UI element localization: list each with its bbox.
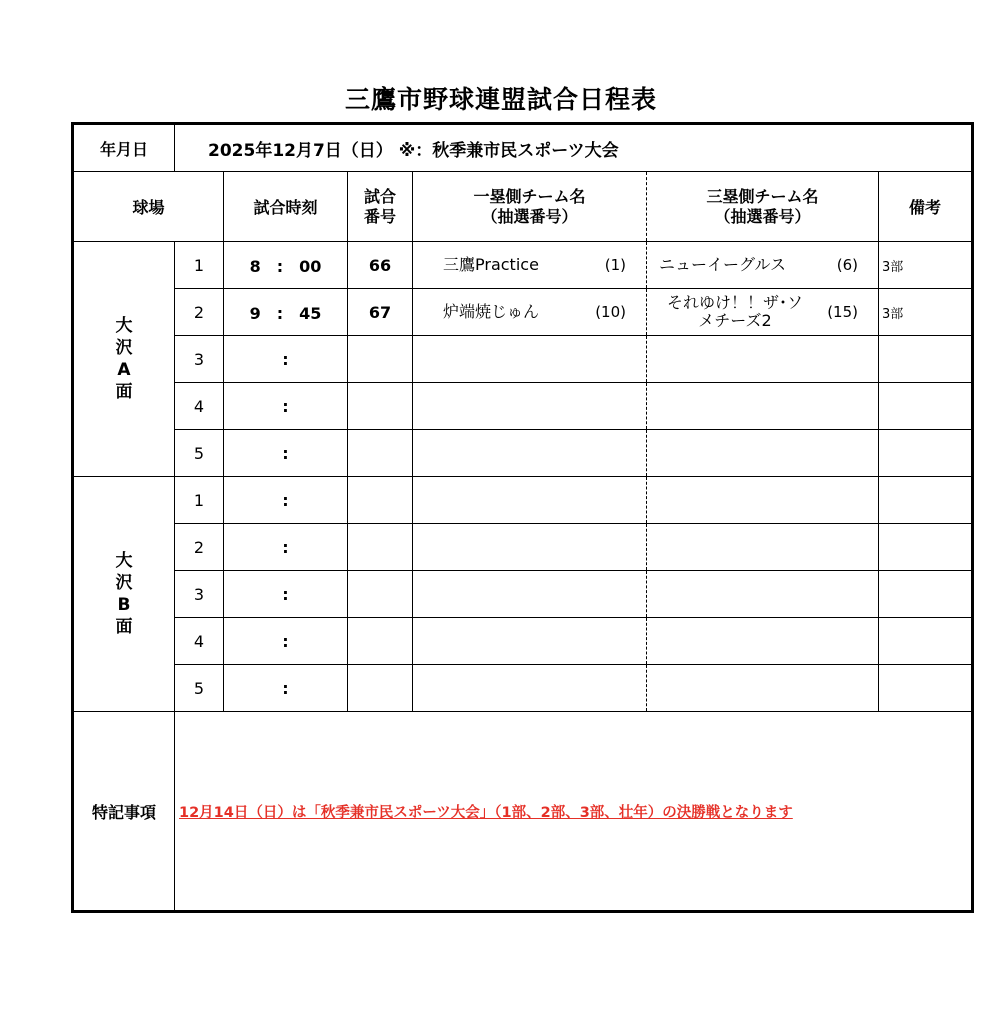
first-base-team: 三鷹Practice	[443, 255, 539, 274]
first-base-team-cell	[413, 665, 647, 712]
game-time: :	[224, 665, 348, 712]
field-name: 大沢A面	[115, 316, 133, 402]
header-game-no	[348, 172, 413, 242]
row-number: 2	[175, 289, 224, 336]
game-time: 9 : 45	[224, 289, 348, 336]
table-row	[73, 242, 973, 289]
notes-label: 特記事項	[73, 712, 175, 912]
game-number	[348, 524, 413, 571]
row-number: 4	[175, 383, 224, 430]
first-base-team: 炉端焼じゅん	[443, 302, 540, 321]
remark	[879, 430, 973, 477]
game-time: :	[224, 524, 348, 571]
remark	[879, 618, 973, 665]
remark	[879, 571, 973, 618]
row-number: 3	[175, 336, 224, 383]
game-number	[348, 571, 413, 618]
field-name-cell	[73, 242, 175, 477]
remark: 3部	[879, 289, 973, 336]
game-number	[348, 477, 413, 524]
row-number: 2	[175, 524, 224, 571]
game-number: 67	[348, 289, 413, 336]
table-row	[73, 430, 973, 477]
game-number	[348, 336, 413, 383]
notes-text: 12月14日（日）は「秋季兼市民スポーツ大会」（1部、2部、3部、壮年）の決勝戦となります	[175, 712, 973, 912]
remark	[879, 383, 973, 430]
third-base-team-cell	[647, 524, 879, 571]
table-row	[73, 289, 973, 336]
remark	[879, 665, 973, 712]
game-number	[348, 618, 413, 665]
game-time: 8 : 00	[224, 242, 348, 289]
header-game-no-line1: 試合	[363, 186, 396, 206]
first-base-team-cell	[413, 524, 647, 571]
table-row	[73, 524, 973, 571]
game-time: :	[224, 477, 348, 524]
third-base-team-cell	[647, 383, 879, 430]
game-number	[348, 383, 413, 430]
table-row	[73, 383, 973, 430]
third-base-team-line1: それゆけ！！ザ･ソ	[666, 293, 803, 312]
row-number: 4	[175, 618, 224, 665]
third-base-team-cell	[647, 289, 879, 336]
header-third-base	[647, 172, 879, 242]
first-base-draw-number: (1)	[604, 256, 626, 274]
row-number: 3	[175, 571, 224, 618]
game-number: 66	[348, 242, 413, 289]
date-row	[73, 124, 973, 172]
table-row	[73, 618, 973, 665]
remark	[879, 477, 973, 524]
notes-row	[73, 712, 973, 912]
header-game-no-line2: 番号	[363, 206, 396, 226]
table-row	[73, 571, 973, 618]
first-base-team-cell	[413, 383, 647, 430]
game-time: :	[224, 618, 348, 665]
third-base-team-cell	[647, 242, 879, 289]
third-base-team	[659, 256, 786, 274]
date-value: 2025年12月7日（日） ※：秋季兼市民スポーツ大会	[175, 124, 973, 172]
header-remarks: 備考	[879, 172, 973, 242]
table-row	[73, 665, 973, 712]
game-time: :	[224, 383, 348, 430]
first-base-team-cell	[413, 242, 647, 289]
third-base-team-cell	[647, 618, 879, 665]
header-field: 球場	[73, 172, 224, 242]
game-time: :	[224, 336, 348, 383]
header-third-base-line2: （抽選番号）	[714, 206, 811, 226]
first-base-team-cell	[413, 336, 647, 383]
field-name: 大沢B面	[115, 551, 133, 637]
table-row	[73, 477, 973, 524]
third-base-team-cell	[647, 430, 879, 477]
game-time: :	[224, 430, 348, 477]
header-third-base-line1: 三塁側チーム名	[706, 186, 819, 206]
row-number: 1	[175, 477, 224, 524]
first-base-team-cell	[413, 430, 647, 477]
third-base-draw-number: (15)	[827, 303, 858, 321]
third-base-team-cell	[647, 336, 879, 383]
game-time: :	[224, 571, 348, 618]
field-name-cell	[73, 477, 175, 712]
third-base-team-cell	[647, 477, 879, 524]
first-base-team-cell	[413, 477, 647, 524]
row-number: 5	[175, 430, 224, 477]
table-row	[73, 336, 973, 383]
first-base-team-cell	[413, 289, 647, 336]
header-first-base	[413, 172, 647, 242]
header-row	[73, 172, 973, 242]
third-base-team-cell	[647, 571, 879, 618]
first-base-team-cell	[413, 618, 647, 665]
date-label: 年月日	[73, 124, 175, 172]
third-base-draw-number: (6)	[836, 256, 858, 274]
page-title: 三鷹市野球連盟試合日程表	[344, 85, 657, 114]
header-time: 試合時刻	[224, 172, 348, 242]
first-base-team-cell	[413, 571, 647, 618]
third-base-team	[655, 294, 815, 330]
remark: 3部	[879, 242, 973, 289]
remark	[879, 524, 973, 571]
schedule-table	[71, 122, 974, 913]
game-number	[348, 430, 413, 477]
header-first-base-line1: 一塁側チーム名	[473, 186, 586, 206]
row-number: 5	[175, 665, 224, 712]
third-base-team-line2: メチーズ2	[698, 311, 772, 330]
third-base-team-line1: ニューイーグルス	[659, 255, 787, 274]
first-base-draw-number: (10)	[595, 303, 626, 321]
header-first-base-line2: （抽選番号）	[481, 206, 578, 226]
row-number: 1	[175, 242, 224, 289]
game-number	[348, 665, 413, 712]
third-base-team-cell	[647, 665, 879, 712]
remark	[879, 336, 973, 383]
